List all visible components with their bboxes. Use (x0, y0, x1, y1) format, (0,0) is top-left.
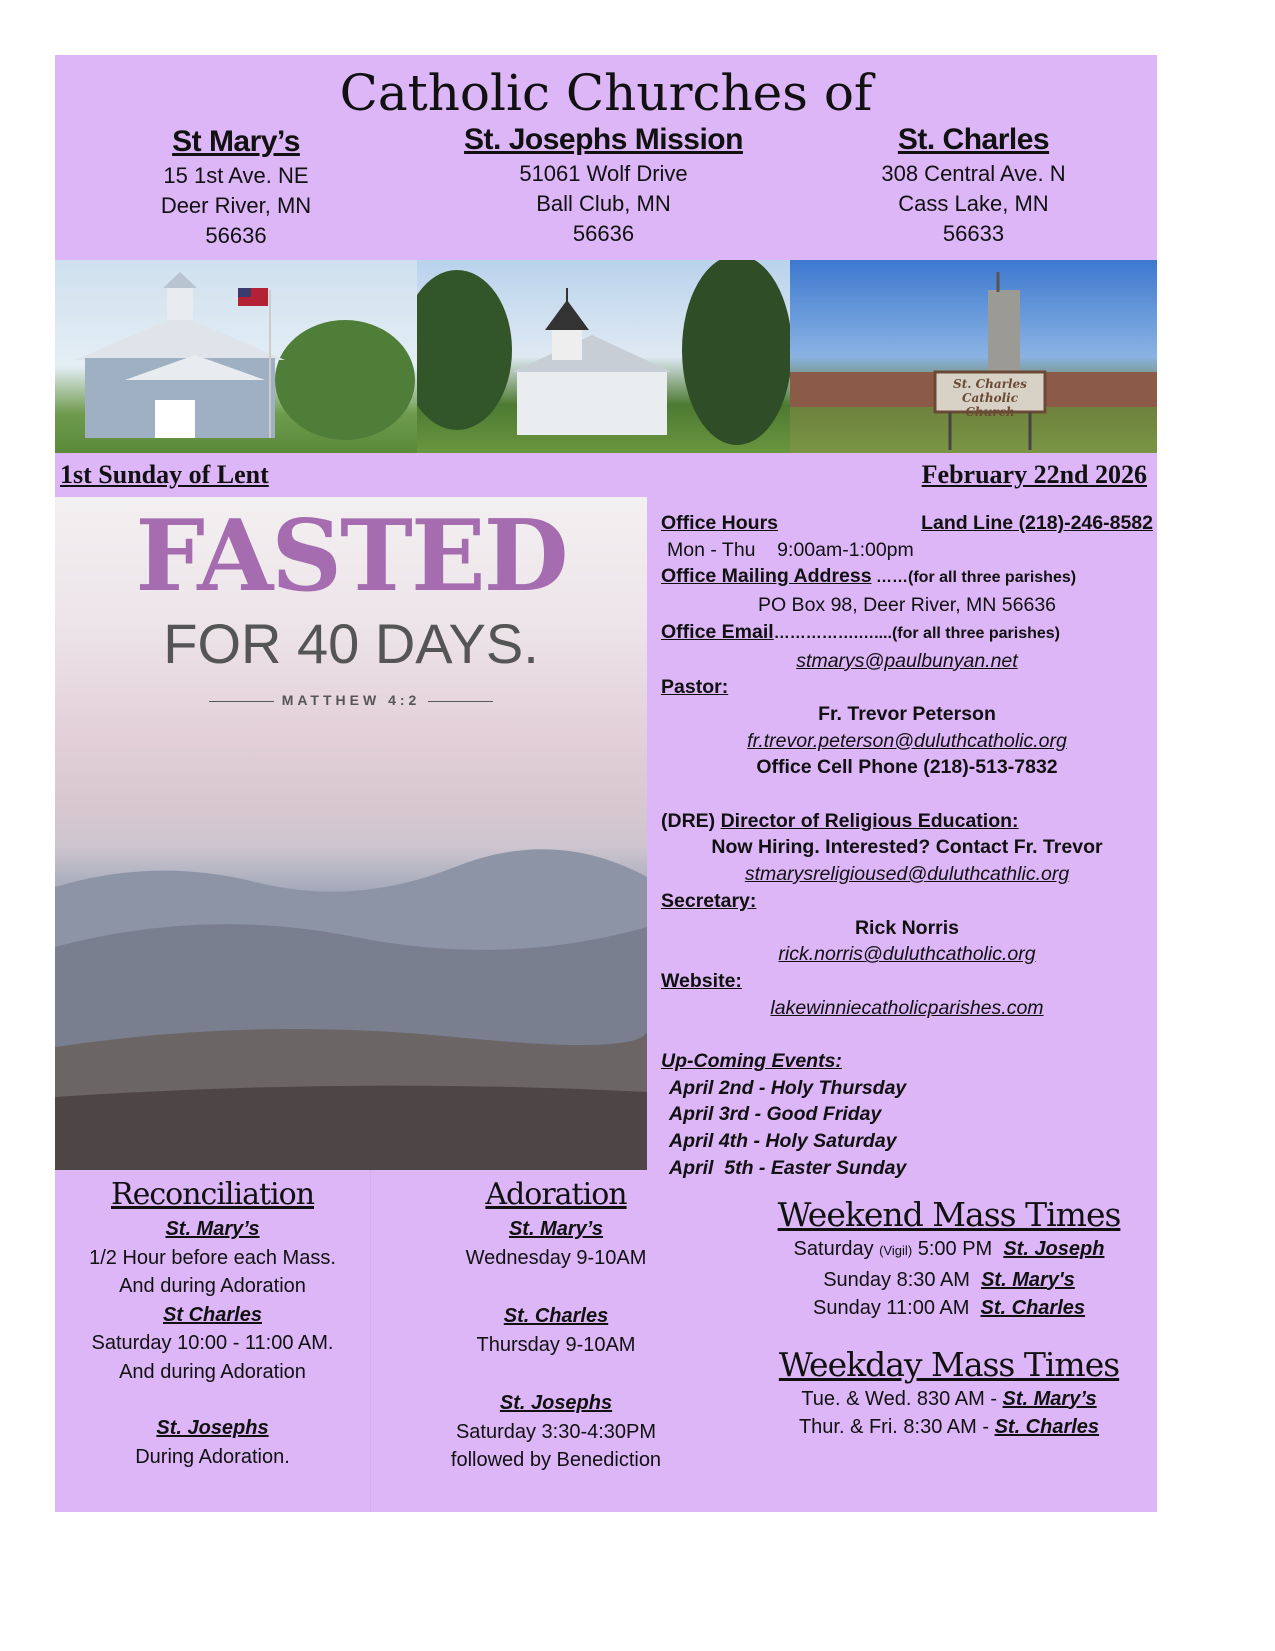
schedule-line: Saturday 10:00 - 11:00 AM. (91, 1332, 334, 1354)
events-label: Up-Coming Events: (661, 1050, 842, 1073)
church-sign-text: St. Charles Catholic Church (953, 377, 1027, 419)
parish-name: St. Charles (503, 1305, 609, 1327)
parish-name: St. Mary’s (165, 1218, 260, 1240)
dre-prefix: (DRE) (661, 809, 721, 832)
parish-name: St. Mary’s (508, 1218, 604, 1240)
church-illustration (55, 260, 417, 453)
address-line: 56636 (205, 223, 267, 248)
page-title: Catholic Churches of (339, 64, 873, 122)
parish-name: St Charles (163, 1303, 262, 1326)
occasion-label: 1st Sunday of Lent (60, 460, 269, 489)
poster-reference: MATTHEW 4:2 (55, 692, 647, 708)
adoration-section (371, 1175, 741, 1475)
parish-name: St. Josephs (156, 1417, 269, 1439)
church-illustration (790, 260, 1157, 453)
mass-row: Sunday 11:00 AM St. Charles (812, 1297, 1085, 1319)
church-name: St. Josephs Mission (464, 123, 743, 156)
schedule-line: During Adoration. (135, 1445, 290, 1468)
secretary-name: Rick Norris (854, 916, 960, 939)
reconciliation-section (55, 1175, 370, 1471)
st-charles-photo (790, 260, 1157, 453)
church-name: St. Charles (897, 123, 1050, 156)
lent-poster (55, 497, 647, 1170)
email-label: Office Email (661, 620, 774, 643)
schedule-line: And during Adoration (119, 1360, 306, 1383)
website-label: Website: (661, 969, 742, 992)
land-line: Land Line (218)-246-8582 (921, 512, 1153, 534)
poster-subline: FOR 40 DAYS. (163, 612, 539, 675)
address-line: Ball Club, MN (536, 191, 671, 216)
event-item: April 3rd - Good Friday (669, 1103, 882, 1126)
address-line: 56636 (572, 221, 635, 246)
secretary-email-link[interactable]: rick.norris@duluthcatholic.org (778, 943, 1036, 966)
church-st-charles (790, 121, 1157, 249)
event-item: April 5th - Easter Sunday (669, 1156, 907, 1179)
address-line: Deer River, MN (160, 193, 312, 218)
parish-name: St. Josephs (499, 1392, 613, 1414)
office-hours: Mon - Thu 9:00am-1:00pm (667, 538, 914, 561)
address-line: 15 1st Ave. NE (163, 163, 309, 188)
st-marys-photo (55, 260, 417, 453)
schedule-line: Thursday 9-10AM (476, 1333, 636, 1356)
reconciliation-title: Reconciliation (110, 1177, 315, 1212)
mailing-label: Office Mailing Address (661, 565, 872, 588)
address-line: 56633 (942, 221, 1005, 246)
address-line: 51061 Wolf Drive (519, 161, 688, 186)
pastor-email-link[interactable]: fr.trevor.peterson@duluthcatholic.org (747, 729, 1067, 752)
adoration-title: Adoration (485, 1177, 627, 1212)
mailing-address: PO Box 98, Deer River, MN 56636 (757, 594, 1057, 617)
email-note: …………….…....(for all three parishes) (773, 624, 1060, 642)
mailing-note: ……(for all three parishes) (871, 569, 1077, 587)
dre-email-link[interactable]: stmarysreligioused@duluthcathlic.org (744, 863, 1070, 886)
secretary-label: Secretary: (661, 889, 757, 912)
event-item: April 2nd - Holy Thursday (669, 1076, 907, 1099)
st-josephs-photo (417, 260, 790, 453)
office-email-link[interactable]: stmarys@paulbunyan.net (796, 649, 1018, 672)
schedule-line: followed by Benediction (450, 1449, 662, 1471)
mass-row: Thur. & Fri. 8:30 AM - St. Charles (798, 1416, 1100, 1438)
weekend-title: Weekend Mass Times (777, 1195, 1121, 1234)
church-st-josephs (417, 121, 790, 249)
website-link[interactable]: lakewinniecatholicparishes.com (770, 996, 1044, 1019)
office-hours-label: Office Hours (661, 512, 779, 534)
weekend-mass-section (741, 1195, 1157, 1442)
bulletin-date: February 22nd 2026 (921, 460, 1147, 489)
church-name: St Mary’s (172, 125, 300, 158)
schedule-line: And during Adoration (119, 1275, 306, 1297)
address-line: Cass Lake, MN (898, 191, 1049, 216)
mass-row: Tue. & Wed. 830 AM - St. Mary’s (801, 1387, 1097, 1410)
mass-row: Saturday (Vigil) 5:00 PM St. Joseph (793, 1238, 1105, 1260)
schedule-line: Saturday 3:30-4:30PM (455, 1420, 657, 1443)
church-illustration (417, 260, 790, 453)
address-line: 308 Central Ave. N (881, 161, 1066, 186)
schedule-line: 1/2 Hour before each Mass. (89, 1246, 336, 1269)
bulletin-page (55, 55, 1157, 1512)
weekday-title: Weekday Mass Times (778, 1344, 1120, 1384)
pastor-label: Pastor: (661, 676, 729, 699)
pastor-phone: Office Cell Phone (218)-513-7832 (756, 756, 1058, 779)
event-item: April 4th - Holy Saturday (669, 1130, 897, 1153)
schedule-line: Wednesday 9-10AM (465, 1246, 647, 1269)
dre-text: Now Hiring. Interested? Contact Fr. Trevor (711, 836, 1103, 859)
pastor-name: Fr. Trevor Peterson (818, 702, 996, 725)
dre-label: Director of Religious Education: (720, 809, 1019, 832)
church-st-marys (55, 123, 417, 251)
mass-row: Sunday 8:30 AM St. Mary's (823, 1268, 1075, 1291)
poster-headline: FASTED (135, 499, 567, 614)
parish-info (661, 510, 1153, 1182)
mountain-landscape (55, 827, 647, 1170)
